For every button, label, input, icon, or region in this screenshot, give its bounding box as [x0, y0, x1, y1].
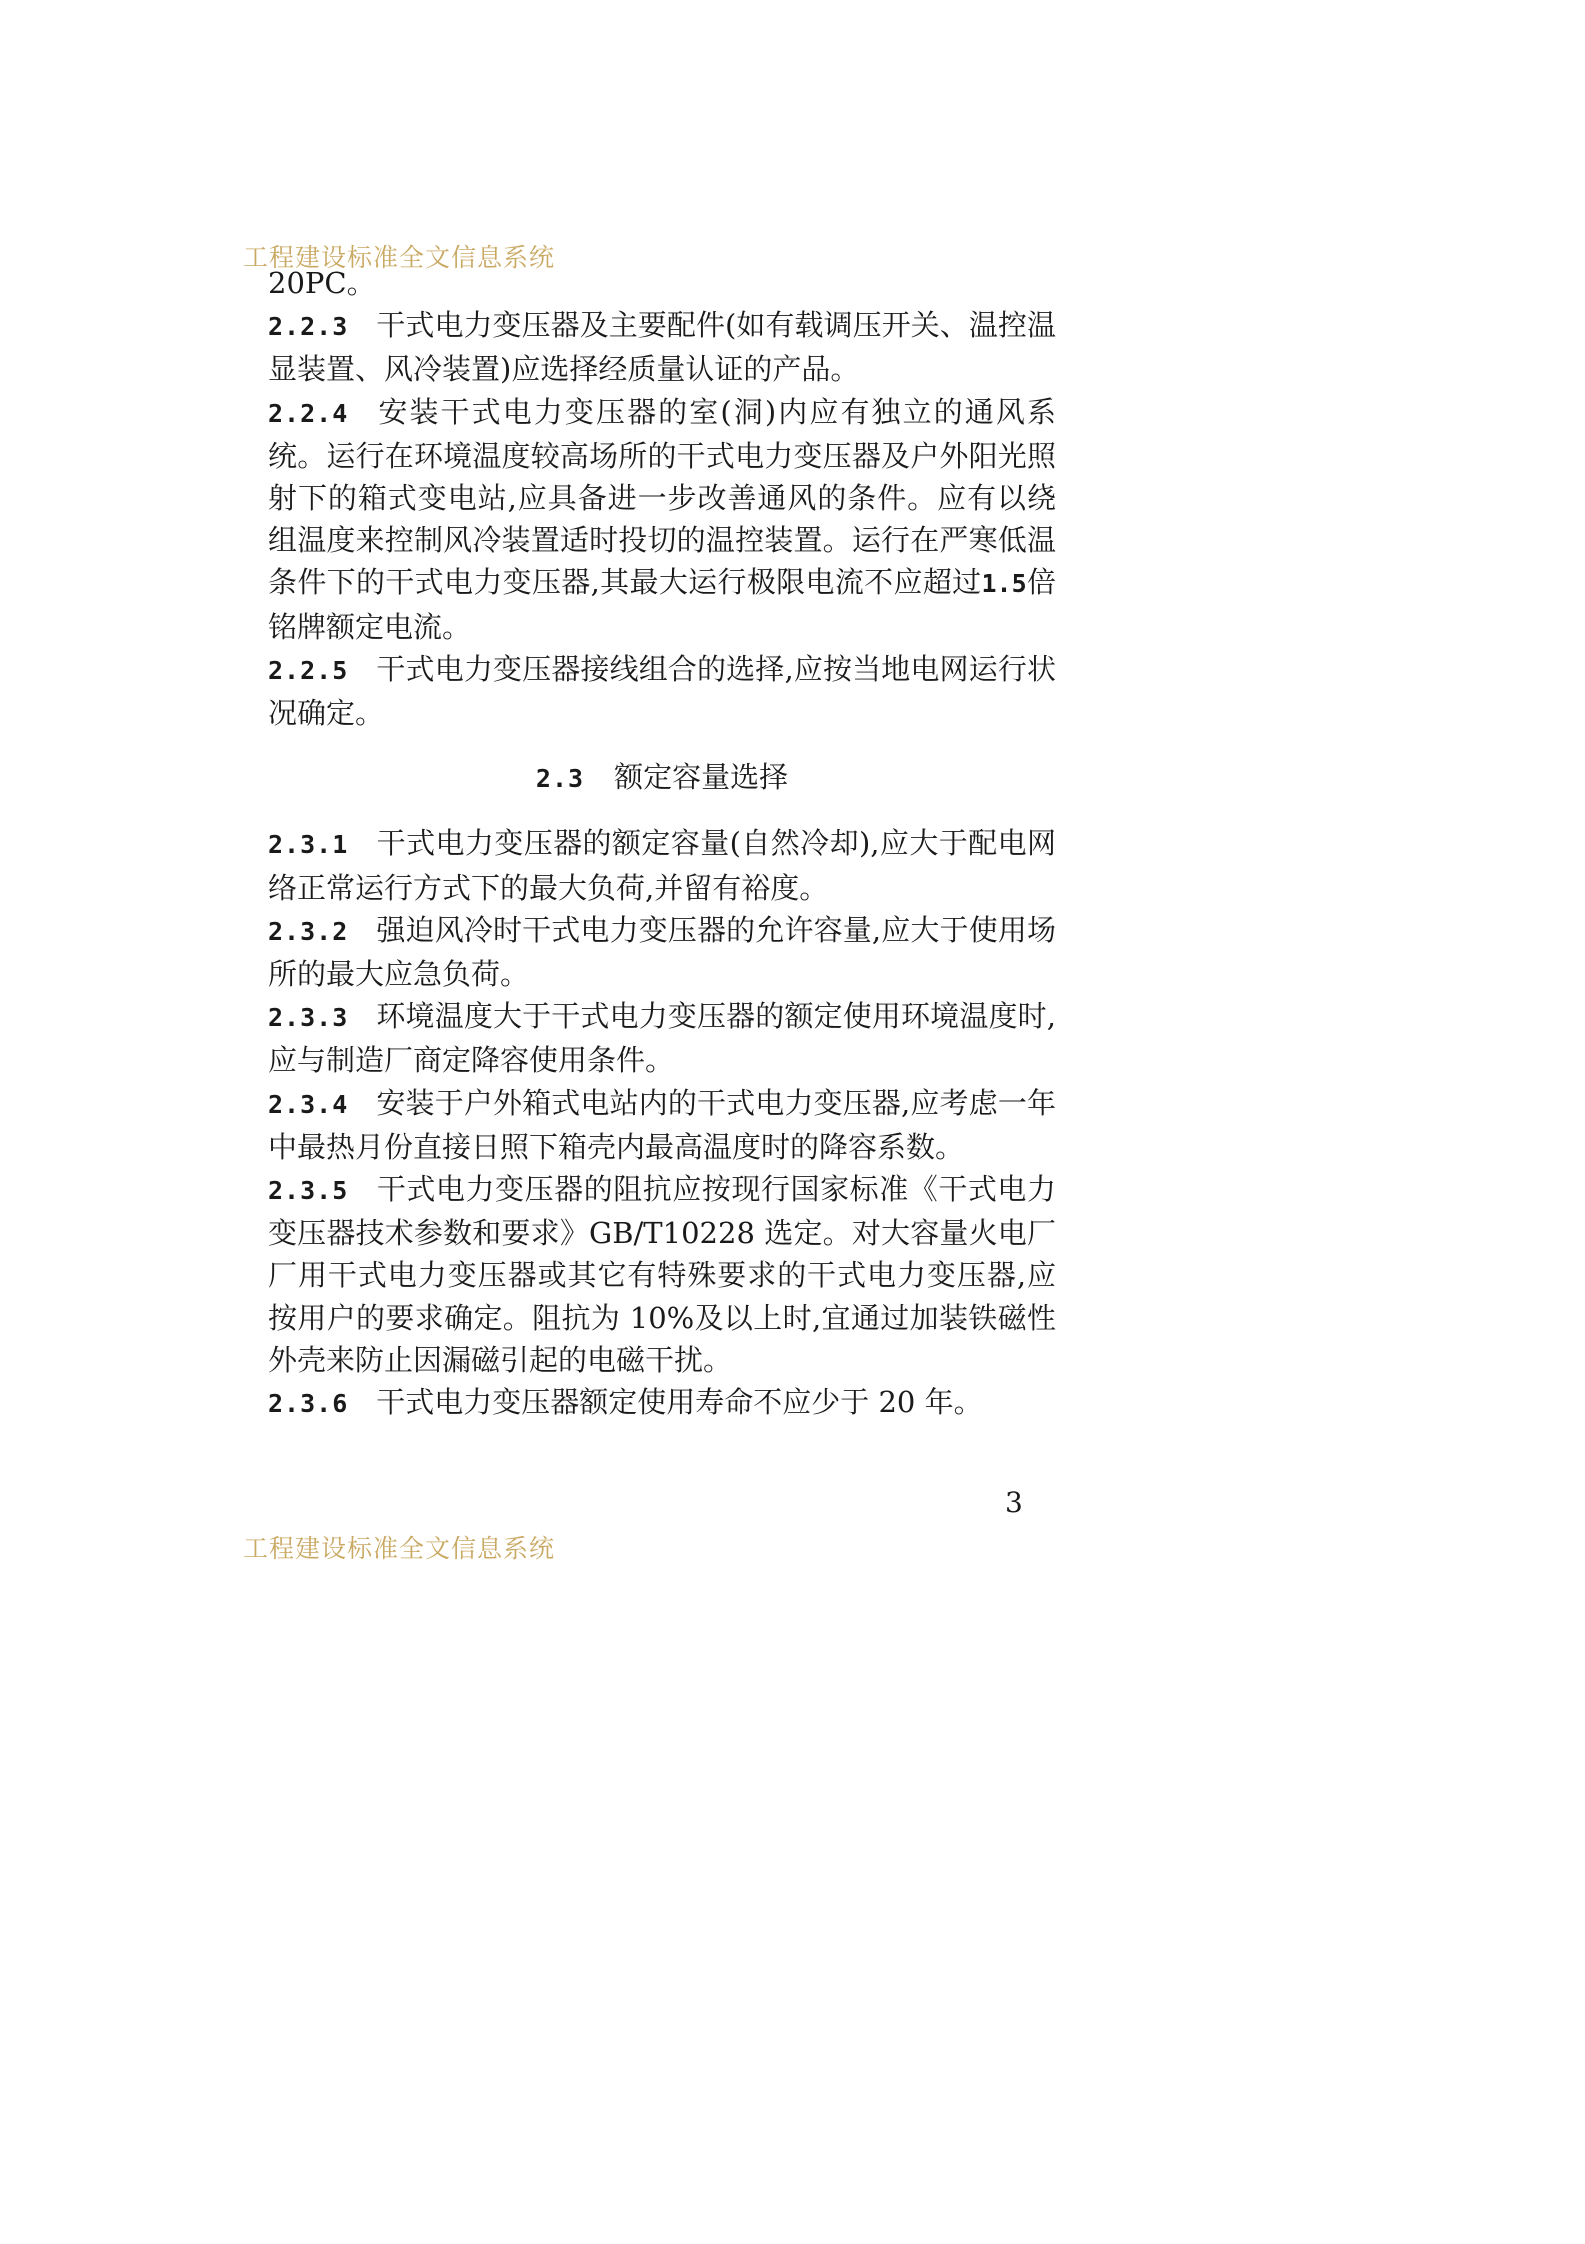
- document-body: [268, 262, 1056, 1425]
- section-heading: [268, 756, 1056, 800]
- clause-2-3-4: [268, 1082, 1056, 1168]
- clause-2-3-2: [268, 909, 1056, 995]
- clause-2-3-6: [268, 1381, 1056, 1425]
- clause-text: 干式电力变压器及主要配件(如有载调压开关、温控温显装置、风冷装置)应选择经质量认证的产品。: [268, 308, 1056, 387]
- clause-text-tail: 倍铭牌额定电流。: [268, 565, 1056, 644]
- clause-text: 干式电力变压器的阻抗应按现行国家标准《干式电力变压器技术参数和要求》GB/T10228 选定。对大容量火电厂厂用干式电力变压器或其它有特殊要求的干式电力变压器,应按用户的要求确定。阻抗为 10%及以上时,宜通过加装铁磁性外壳来防止因漏磁引起的电磁干扰。: [268, 1172, 1056, 1377]
- clause-2-2-5: [268, 648, 1056, 734]
- clause-number: 2.3.4: [268, 1089, 349, 1119]
- clause-number: 2.2.3: [268, 312, 349, 342]
- clause-text: 干式电力变压器的额定容量(自然冷却),应大于配电网络正常运行方式下的最大负荷,并留有裕度。: [268, 826, 1056, 905]
- clause-text: 干式电力变压器额定使用寿命不应少于 20 年。: [376, 1385, 983, 1420]
- clause-text: 安装于户外箱式电站内的干式电力变压器,应考虑一年中最热月份直接日照下箱壳内最高温度时的降容系数。: [268, 1085, 1056, 1164]
- section-title: 额定容量选择: [614, 760, 789, 795]
- top-fragment: 20PC。: [268, 266, 376, 300]
- clause-number: 2.2.4: [268, 398, 349, 428]
- clause-number: 2.3.3: [268, 1003, 349, 1033]
- page-number: 3: [1005, 1486, 1023, 1519]
- clause-text: 干式电力变压器接线组合的选择,应按当地电网运行状况确定。: [268, 651, 1056, 731]
- clause-2-3-3: [268, 995, 1056, 1081]
- clause-text: 强迫风冷时干式电力变压器的允许容量,应大于使用场所的最大应急负荷。: [268, 912, 1056, 992]
- clause-number: 2.3.5: [268, 1176, 349, 1206]
- watermark-top: 工程建设标准全文信息系统: [243, 243, 556, 272]
- clause-2-2-4: [268, 391, 1056, 648]
- watermark-bottom: 工程建设标准全文信息系统: [243, 1534, 556, 1563]
- clause-text: 环境温度大于干式电力变压器的额定使用环境温度时,应与制造厂商定降容使用条件。: [268, 999, 1056, 1078]
- clause-2-3-1: [268, 822, 1056, 908]
- section-number: 2.3: [535, 764, 585, 794]
- clause-number: 2.3.6: [268, 1389, 349, 1419]
- clause-2-3-5: [268, 1168, 1056, 1381]
- clause-number: 2.2.5: [268, 655, 349, 685]
- clause-2-2-3: [268, 304, 1056, 390]
- clause-number: 2.3.2: [268, 916, 349, 946]
- clause-number: 2.3.1: [268, 830, 349, 860]
- current-limit-value: 1.5: [981, 569, 1027, 599]
- clause-text: 安装干式电力变压器的室(洞)内应有独立的通风系统。运行在环境温度较高场所的干式电力变压器及户外阳光照射下的箱式变电站,应具备进一步改善通风的条件。应有以绕组温度来控制风冷装置适时投切的温控装置。运行在严寒低温条件下的干式电力变压器,其最大运行极限电流不应超过: [268, 394, 1056, 600]
